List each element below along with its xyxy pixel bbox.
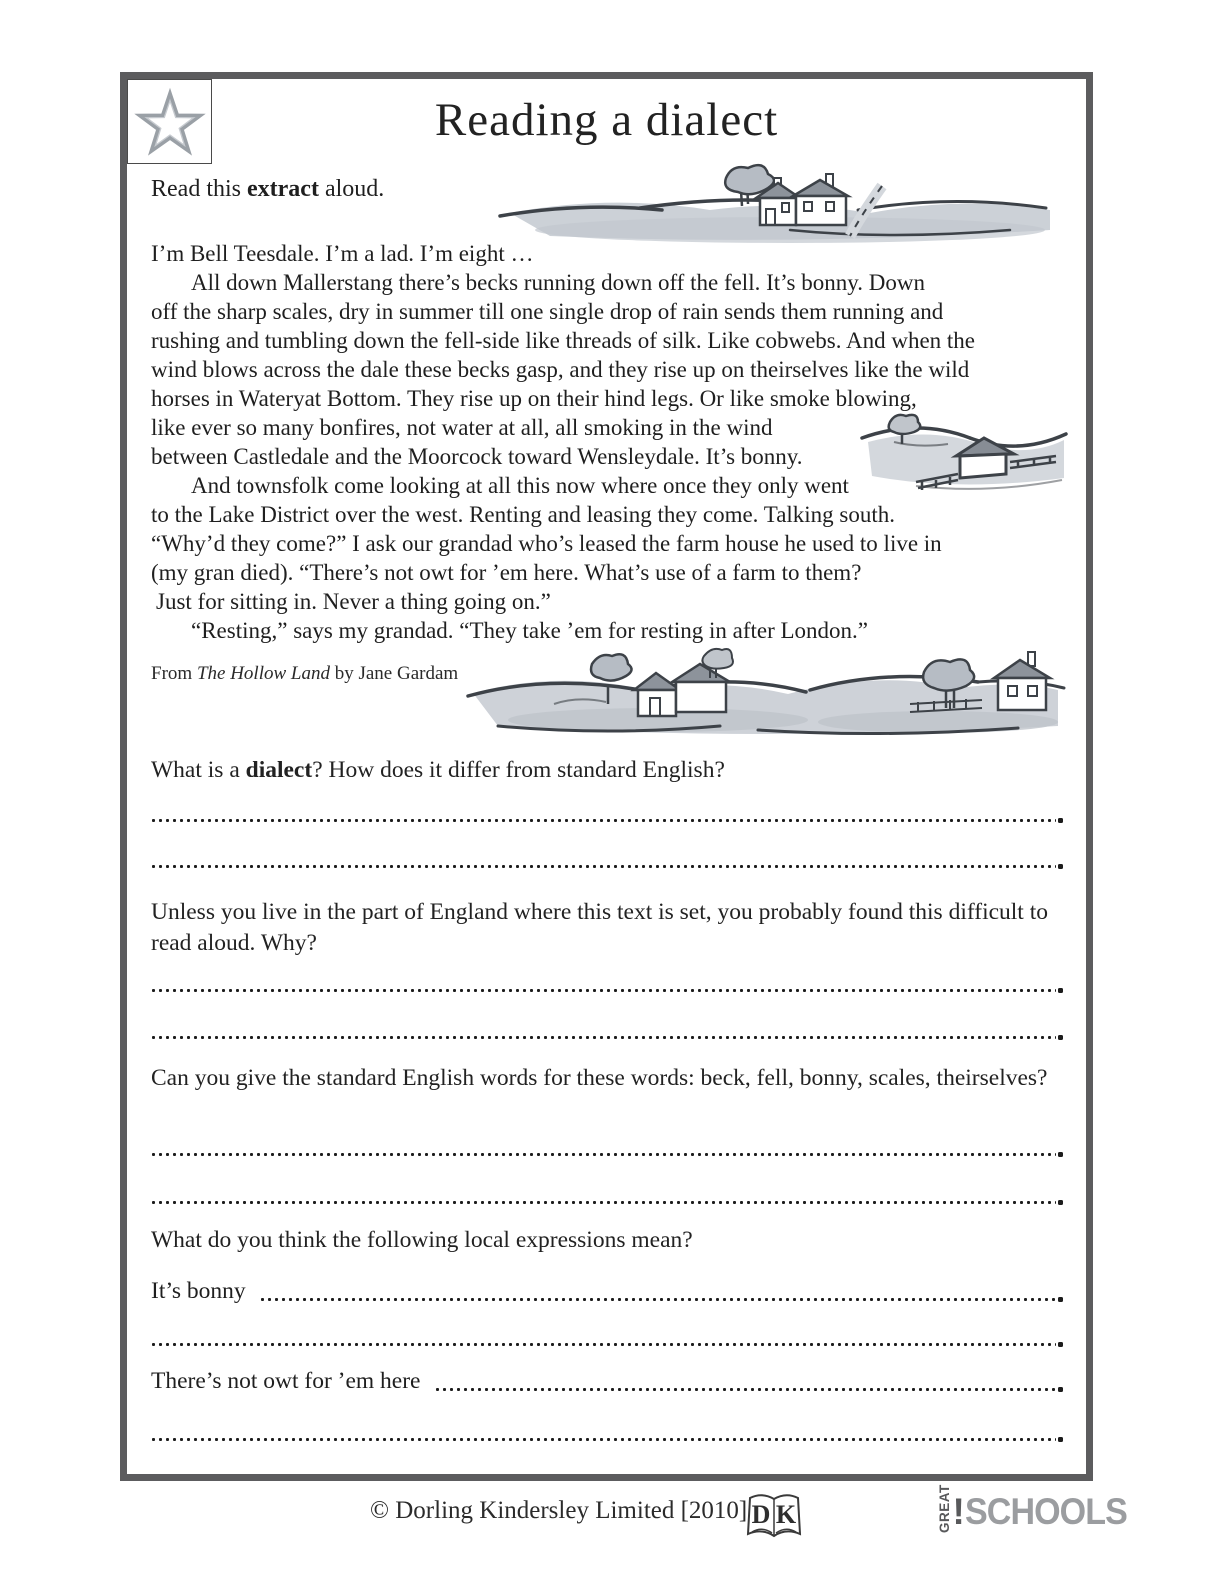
instruction-pre: Read this xyxy=(151,176,247,202)
greatschools-schools: SCHOOLS xyxy=(964,1491,1127,1532)
question-3: Can you give the standard English words for these words: beck, fell, bonny, scales, theirselves? xyxy=(151,1065,1048,1091)
expression-label: It’s bonny xyxy=(151,1278,246,1304)
extract-line: horses in Wateryat Bottom. They rise up on their hind legs. Or like smoke blowing, xyxy=(151,386,917,411)
answer-line xyxy=(151,988,1056,993)
page-title: Reading a dialect xyxy=(434,94,779,146)
answer-line xyxy=(151,818,1056,823)
landscape-illustration-middle xyxy=(858,408,1070,496)
extract-line: And townsfolk come looking at all this now where once they only went xyxy=(191,473,849,498)
expression-row xyxy=(151,1278,1056,1305)
answer-line xyxy=(435,1387,1057,1392)
greatschools-logo xyxy=(937,1484,1141,1533)
worksheet-frame xyxy=(120,72,1093,1481)
extract-line: All down Mallerstang there’s becks running down off the fell. It’s bonny. Down xyxy=(191,270,925,295)
extract-line: rushing and tumbling down the fell-side like threads of silk. Like cobwebs. And when the xyxy=(151,328,976,353)
footer-copyright: © Dorling Kindersley Limited [2010] xyxy=(370,1497,748,1524)
answer-line xyxy=(151,1437,1056,1442)
answer-line xyxy=(260,1297,1056,1302)
dk-logo xyxy=(744,1490,806,1546)
extract-line: between Castledale and the Moorcock toward Wensleydale. It’s bonny. xyxy=(151,444,803,469)
instruction-bold-word: extract xyxy=(247,176,319,202)
question-4: What do you think the following local expressions mean? xyxy=(151,1227,693,1253)
answer-line xyxy=(151,1152,1056,1157)
extract-line: (my gran died). “There’s not owt for ’em here. What’s use of a farm to them? xyxy=(151,560,862,585)
answer-line xyxy=(151,1035,1056,1040)
greatschools-exclaim: ! xyxy=(952,1491,965,1532)
extract-line: to the Lake District over the west. Renting and leasing they come. Talking south. xyxy=(151,502,896,527)
greatschools-great: GREAT xyxy=(937,1484,952,1533)
attribution-title: The Hollow Land xyxy=(196,663,330,684)
attribution-pre: From xyxy=(151,663,197,684)
extract-line: like ever so many bonfires, not water at all, all smoking in the wind xyxy=(151,415,773,440)
svg-text:D: D xyxy=(751,1500,771,1529)
landscape-illustration-bottom xyxy=(458,638,1070,741)
expression-row xyxy=(151,1368,1056,1395)
expression-label: There’s not owt for ’em here xyxy=(151,1368,421,1394)
attribution xyxy=(151,663,458,685)
extract-line: “Why’d they come?” I ask our grandad who’s leased the farm house he used to live in xyxy=(151,531,942,556)
instruction-post: aloud. xyxy=(318,176,385,202)
answer-line xyxy=(151,1342,1056,1347)
question-1-post: ? How does it differ from standard English? xyxy=(312,757,725,783)
attribution-post: by Jane Gardam xyxy=(329,663,459,684)
instruction-text xyxy=(151,176,384,203)
question-1 xyxy=(151,755,1050,786)
question-2: Unless you live in the part of England where this text is set, you probably found this difficult to read aloud. Why? xyxy=(151,899,1048,956)
answer-line xyxy=(151,1200,1056,1205)
question-1-pre: What is a xyxy=(151,757,246,783)
question-1-bold-word: dialect xyxy=(245,757,313,783)
extract-line: Just for sitting in. Never a thing going on.” xyxy=(156,589,551,614)
extract-line: off the sharp scales, dry in summer till one single drop of rain sends them running and xyxy=(151,299,944,324)
extract-line: wind blows across the dale these becks gasp, and they rise up on theirselves like the wild xyxy=(151,357,970,382)
svg-text:K: K xyxy=(775,1500,797,1529)
answer-line xyxy=(151,864,1056,869)
extract-line: “Resting,” says my grandad. “They take ’em for resting in after London.” xyxy=(191,618,868,643)
extract-line: I’m Bell Teesdale. I’m a lad. I’m eight … xyxy=(151,241,534,266)
landscape-illustration-top xyxy=(490,158,1070,246)
